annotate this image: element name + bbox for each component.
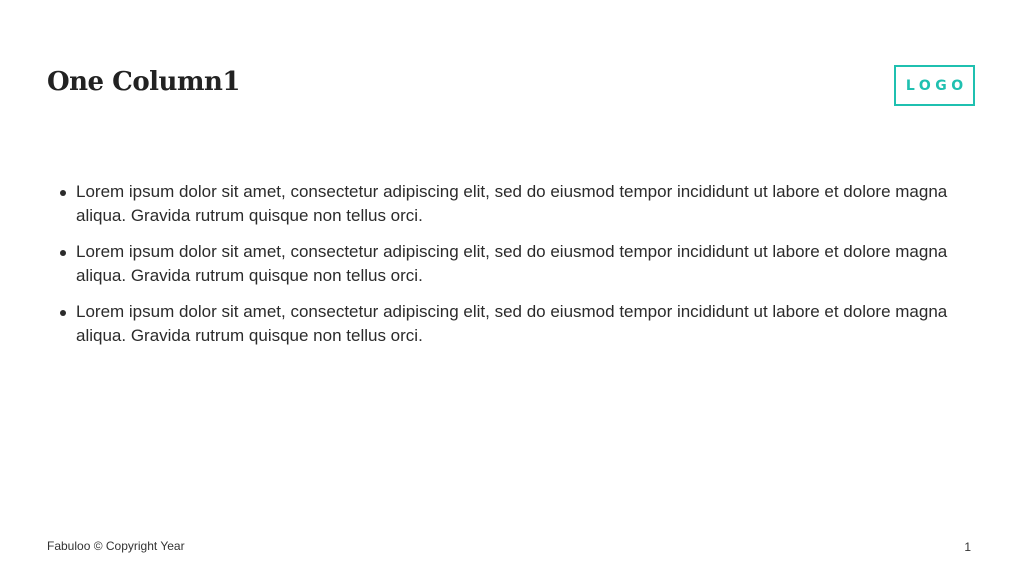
bullet-dot-icon: [60, 310, 66, 316]
bullet-dot-icon: [60, 250, 66, 256]
bullet-text: Lorem ipsum dolor sit amet, consectetur adipiscing elit, sed do eiusmod tempor incididunt ut labore et dolore magna aliqua. Gravida rutrum quisque non tellus orci.: [76, 302, 948, 345]
bullet-dot-icon: [60, 190, 66, 196]
bullet-item: [76, 180, 996, 227]
slide-title: One Column1: [47, 67, 240, 97]
bullet-item: [76, 240, 996, 287]
bullet-list: [47, 180, 996, 360]
bullet-item: [76, 300, 996, 347]
bullet-text: Lorem ipsum dolor sit amet, consectetur adipiscing elit, sed do eiusmod tempor incididunt ut labore et dolore magna aliqua. Gravida rutrum quisque non tellus orci.: [76, 242, 948, 285]
logo-text: LOGO: [905, 77, 968, 94]
logo: [894, 65, 975, 106]
footer-copyright: Fabuloo © Copyright Year: [47, 539, 185, 553]
page-number: 1: [964, 540, 971, 554]
bullet-text: Lorem ipsum dolor sit amet, consectetur adipiscing elit, sed do eiusmod tempor incididunt ut labore et dolore magna aliqua. Gravida rutrum quisque non tellus orci.: [76, 182, 948, 225]
